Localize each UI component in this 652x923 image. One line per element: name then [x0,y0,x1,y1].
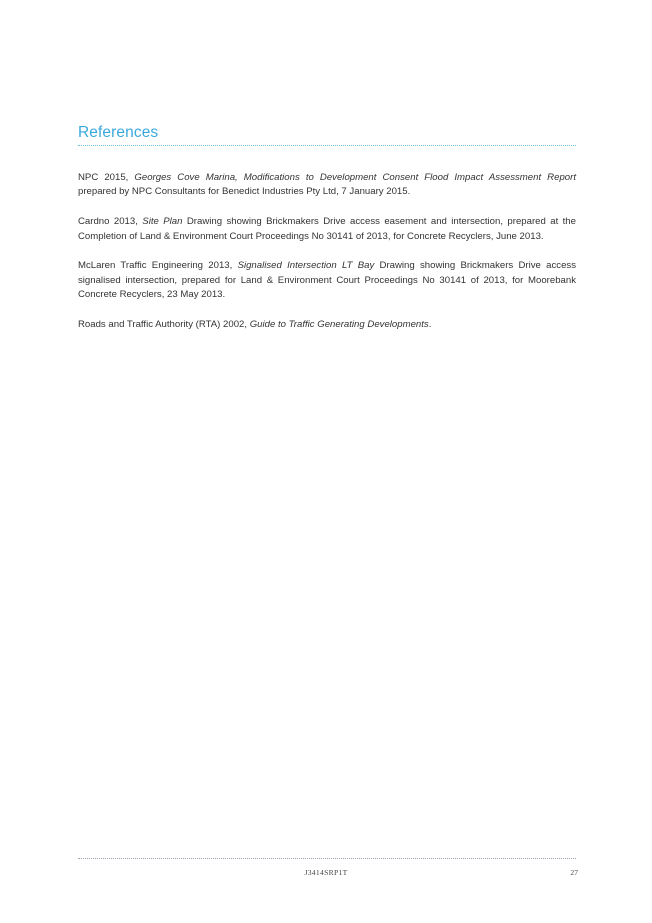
reference-title: Guide to Traffic Generating Developments [249,319,429,331]
footer-divider [78,858,576,859]
reference-author: Roads and Traffic Authority (RTA) 2002, [78,319,250,331]
reference-item [78,318,576,332]
reference-title: Georges Cove Marina, Modifications to Development Consent Flood Impact Assessment Report [134,172,576,183]
reference-title: Site Plan [142,216,183,228]
reference-list [78,171,576,348]
reference-details: Drawing showing Brickmakers Drive access easement and intersection, prepared at the Completion of Land & Environment Court Proceedings No 30141 of 2013, for Concrete Recyclers, June 2013. [78,216,576,242]
reference-author: NPC 2015, [78,172,135,183]
reference-author: McLaren Traffic Engineering 2013, [78,260,238,272]
footer-page-number: 27 [570,868,578,877]
reference-item [78,215,576,244]
reference-title: Signalised Intersection LT Bay [237,260,375,272]
reference-details: . [428,319,432,331]
reference-item [78,171,576,200]
reference-item [78,259,576,302]
reference-details: Drawing showing Brickmakers Drive access signalised intersection, prepared for Land & Environment Court Proceedings No 30141 of 2013, for Moorebank Concrete Recyclers, 23 May 2013. [78,260,576,301]
heading-divider [78,145,576,146]
footer-document-code: J3414SRP1T [304,868,348,877]
reference-author: Cardno 2013, [78,216,143,228]
section-heading: References [78,124,159,141]
reference-details: prepared by NPC Consultants for Benedict Industries Pty Ltd, 7 January 2015. [78,186,411,198]
